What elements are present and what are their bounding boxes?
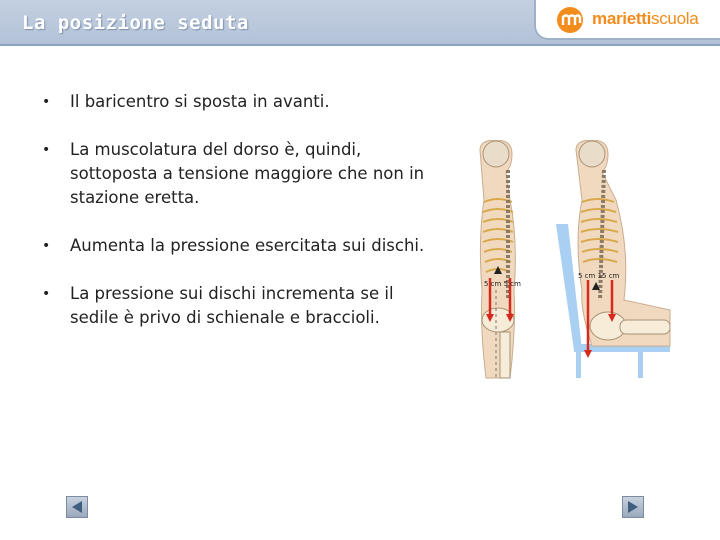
logo-sub: scuola [651,9,699,28]
header-bar [0,0,720,46]
slide-title: La posizione seduta [22,12,249,34]
marietti-logo-icon [556,6,586,34]
bullet-item [42,138,442,210]
bullet-text: Aumenta la pressione esercitata sui dischi. [70,236,425,255]
bullet-text: La pressione sui dischi incrementa se il sedile è privo di schienale e braccioli. [70,284,394,327]
posture-illustration [470,140,675,380]
publisher-logo [534,0,720,40]
seated-measure-label: 5 cm 15 cm [578,272,620,280]
bullet-item [42,234,442,258]
bullet-dot: • [42,94,51,110]
bullet-text: La muscolatura del dorso è, quindi, sottoposta a tensione maggiore che non in stazione eretta. [70,140,425,207]
standing-skeleton [480,140,521,378]
logo-brand: marietti [592,9,652,28]
triangle-left-icon [70,500,84,514]
bullet-item [42,90,442,114]
triangle-right-icon [626,500,640,514]
previous-slide-button[interactable] [66,496,88,518]
logo-wordmark [592,9,698,29]
bullet-dot: • [42,286,51,302]
standing-measure-label: 5 cm 5 cm [484,280,521,288]
bullet-item [42,282,442,330]
seated-skeleton [576,140,670,358]
bullet-dot: • [42,238,51,254]
bullet-list [42,90,442,354]
bullet-text: Il baricentro si sposta in avanti. [70,92,330,111]
bullet-dot: • [42,142,51,158]
next-slide-button[interactable] [622,496,644,518]
